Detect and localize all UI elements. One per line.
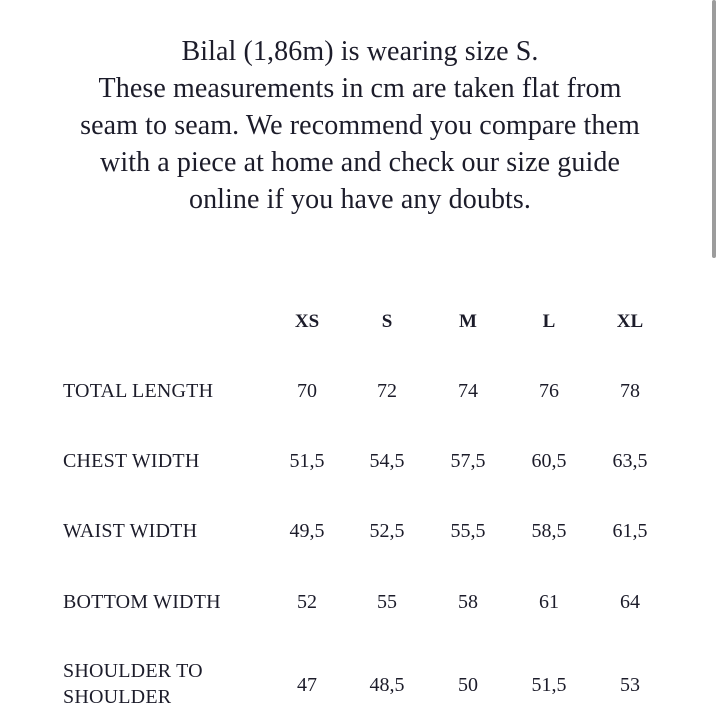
row-label-waist-width: WAIST WIDTH [63, 520, 198, 542]
size-note-line: with a piece at home and check our size guide [100, 147, 620, 178]
size-note-line: Bilal (1,86m) is wearing size S. [181, 36, 539, 67]
size-note-line: online if you have any doubts. [188, 184, 532, 215]
table-cell: 53 [620, 674, 640, 696]
table-cell: 61,5 [612, 520, 648, 542]
table-cell: 64 [620, 591, 640, 613]
table-cell: 48,5 [369, 674, 405, 696]
table-cell: 58 [458, 591, 478, 613]
table-cell: 78 [620, 380, 640, 402]
vertical-scrollbar[interactable] [712, 0, 716, 258]
table-cell: 54,5 [369, 450, 405, 472]
table-cell: 72 [377, 380, 397, 402]
size-header-l: L [542, 311, 556, 332]
table-cell: 55,5 [450, 520, 486, 542]
table-cell: 57,5 [450, 450, 486, 472]
table-cell: 51,5 [289, 450, 325, 472]
table-cell: 63,5 [612, 450, 648, 472]
row-label-line: SHOULDER TO [63, 660, 203, 682]
table-cell: 74 [458, 380, 478, 402]
table-cell: 58,5 [531, 520, 567, 542]
size-note-line: seam to seam. We recommend you compare them [80, 110, 640, 141]
table-cell: 76 [539, 380, 559, 402]
table-cell: 55 [377, 591, 397, 613]
size-header-xs: XS [294, 311, 320, 332]
table-cell: 52 [297, 591, 317, 613]
row-label-total-length: TOTAL LENGTH [63, 380, 214, 402]
table-cell: 61 [539, 591, 559, 613]
size-header-xl: XL [616, 311, 644, 332]
row-label-chest-width: CHEST WIDTH [63, 450, 200, 472]
table-cell: 60,5 [531, 450, 567, 472]
table-cell: 70 [297, 380, 317, 402]
size-header-m: M [459, 311, 477, 332]
table-cell: 49,5 [289, 520, 325, 542]
row-label-line: SHOULDER [63, 686, 172, 708]
size-note-line: These measurements in cm are taken flat from [98, 73, 622, 104]
row-label-shoulder-to-shoulder [63, 658, 263, 710]
size-header-s: S [381, 311, 393, 332]
table-cell: 50 [458, 674, 478, 696]
table-cell: 52,5 [369, 520, 405, 542]
table-cell: 47 [297, 674, 317, 696]
row-label-bottom-width: BOTTOM WIDTH [63, 591, 221, 613]
table-cell: 51,5 [531, 674, 567, 696]
